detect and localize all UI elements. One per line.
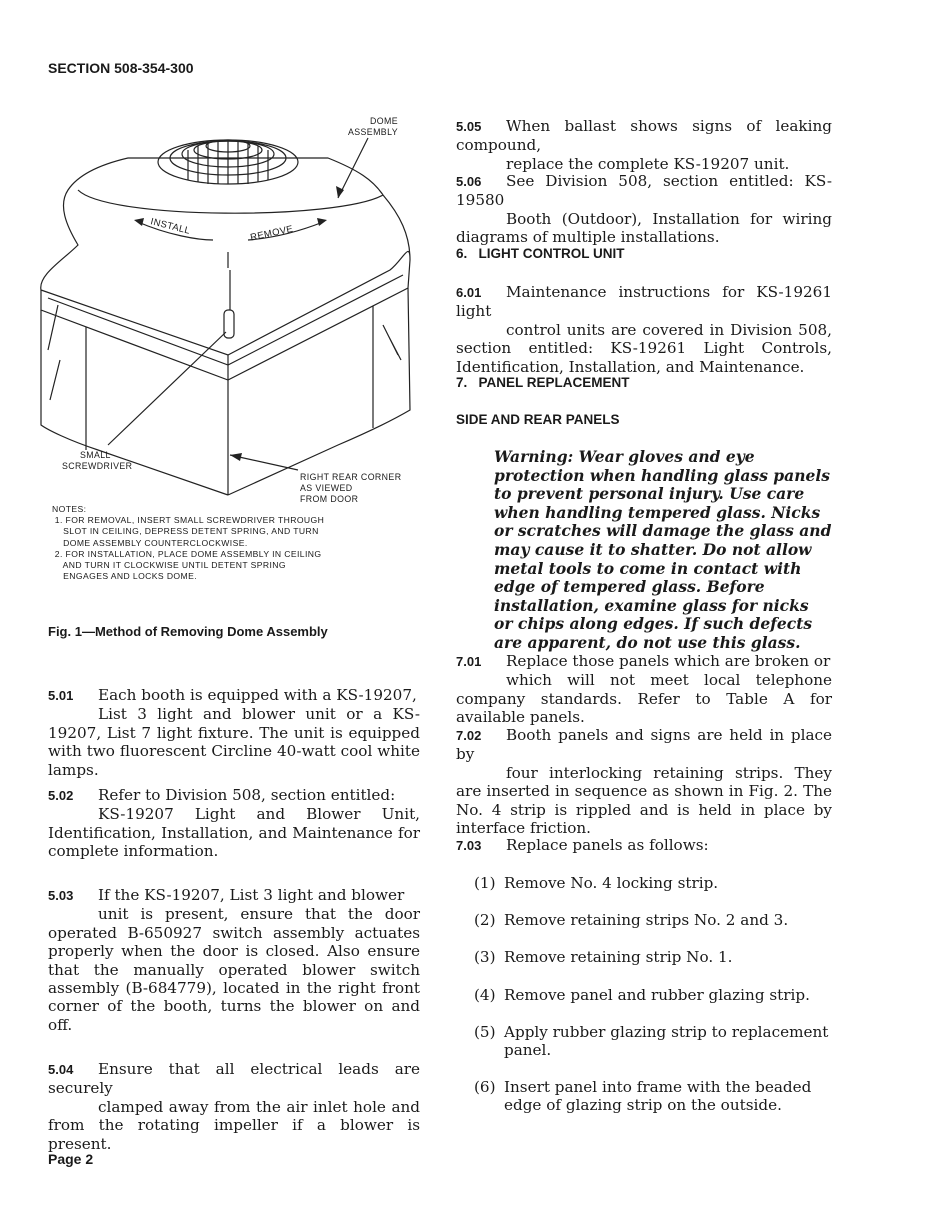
figure-label-corner-line2: AS VIEWED [300, 483, 353, 493]
paragraph-text: KS-19207 Light and Blower Unit, Identification, Installation, and Maintenance for complete information. [48, 805, 420, 861]
step-text: Remove No. 4 locking strip. [504, 874, 719, 892]
paragraph-first-line: When ballast shows signs of leaking compound, [456, 117, 832, 155]
warning-block: Warning: Wear gloves and eye protection when handling glass panels to prevent personal injury. Use care when handling tempered glass. Nicks or scratches will damage the glass and may cause it to shatter. Do not allow metal tools to come in contact with edge of tempered glass. Before installation, examine glass for nicks or chips along edges. If such defects are apparent, do not use this glass. [494, 447, 832, 652]
paragraph-number: 5.04 [48, 1062, 74, 1077]
paragraph-first-line: Replace panels as follows: [506, 836, 709, 854]
paragraph-7-02 [456, 726, 832, 837]
paragraph-5-04 [48, 1060, 420, 1153]
note-line: 1. FOR REMOVAL, INSERT SMALL SCREWDRIVER THROUGH [52, 515, 325, 526]
note-line: AND TURN IT CLOCKWISE UNTIL DETENT SPRING [52, 560, 286, 571]
paragraph-5-06 [456, 172, 832, 247]
step-number: (2) [474, 911, 496, 929]
figure-label-dome-line2: ASSEMBLY [348, 127, 398, 137]
step-number: (1) [474, 874, 496, 892]
paragraph-number: 5.02 [48, 788, 74, 803]
paragraph-first-line: Replace those panels which are broken or [506, 652, 831, 670]
figure-label-remove: REMOVE [249, 223, 295, 244]
step-text: Remove retaining strip No. 1. [504, 948, 733, 966]
section-header: SECTION 508-354-300 [48, 60, 194, 76]
paragraph-text: unit is present, ensure that the door operated B-650927 switch assembly actuates properly when the door is closed. Also ensure that the manually operated blower switch assembly (B-684779), located in the right front corner of the booth, turns the blower on and off. [48, 905, 420, 1034]
paragraph-5-01 [48, 686, 420, 779]
step-3 [474, 948, 834, 966]
step-text: Remove retaining strips No. 2 and 3. [504, 911, 789, 929]
paragraph-7-03 [456, 836, 832, 855]
paragraph-number: 5.05 [456, 119, 482, 134]
figure-label-dome [348, 116, 398, 138]
note-line: NOTES: [52, 504, 87, 514]
step-text: Apply rubber glazing strip to replacement panel. [504, 1023, 829, 1060]
figure-label-corner-line3: FROM DOOR [300, 494, 359, 504]
step-text: Remove panel and rubber glazing strip. [504, 986, 810, 1004]
paragraph-number: 5.01 [48, 688, 74, 703]
paragraph-number: 6.01 [456, 285, 482, 300]
paragraph-text: List 3 light and blower unit or a KS-19207, List 7 light fixture. The unit is equipped with two fluorescent Circline 40-watt cool white lamps. [48, 705, 420, 779]
paragraph-number: 5.06 [456, 174, 482, 189]
paragraph-number: 7.03 [456, 838, 482, 853]
paragraph-text: clamped away from the air inlet hole and from the rotating impeller if a blower is present. [48, 1097, 420, 1153]
figure-label-small-line2: SCREWDRIVER [62, 461, 133, 471]
figure-label-install: INSTALL [149, 216, 192, 237]
step-2 [474, 911, 834, 929]
step-number: (5) [474, 1023, 496, 1041]
dome-assembly-figure [38, 110, 418, 502]
paragraph-first-line: See Division 508, section entitled: KS-19580 [456, 172, 832, 210]
paragraph-first-line: If the KS-19207, List 3 light and blower [98, 886, 405, 904]
note-line: 2. FOR INSTALLATION, PLACE DOME ASSEMBLY IN CEILING [52, 548, 322, 559]
heading-light-control-unit: 6. LIGHT CONTROL UNIT [456, 246, 625, 261]
note-line: DOME ASSEMBLY COUNTERCLOCKWISE. [52, 537, 248, 548]
figure-label-small-screwdriver [62, 450, 132, 472]
paragraph-first-line: Each booth is equipped with a KS-19207, [98, 686, 417, 704]
paragraph-text: replace the complete KS-19207 unit. [506, 154, 790, 173]
figure-label-small-line1: SMALL [80, 450, 111, 460]
heading-panel-replacement: 7. PANEL REPLACEMENT [456, 375, 630, 390]
paragraph-first-line: Refer to Division 508, section entitled: [98, 786, 396, 804]
step-text: Insert panel into frame with the beaded edge of glazing strip on the outside. [504, 1078, 812, 1115]
figure-label-corner [300, 472, 401, 505]
heading-side-and-rear-panels: SIDE AND REAR PANELS [456, 412, 620, 427]
paragraph-first-line: Ensure that all electrical leads are securely [48, 1060, 420, 1098]
figure-caption: Fig. 1—Method of Removing Dome Assembly [48, 624, 328, 639]
paragraph-number: 5.03 [48, 888, 74, 903]
step-4 [474, 986, 834, 1004]
paragraph-text: Booth (Outdoor), Installation for wiring diagrams of multiple installations. [456, 209, 832, 247]
note-line: ENGAGES AND LOCKS DOME. [52, 571, 197, 582]
paragraph-first-line: Maintenance instructions for KS-19261 light [456, 283, 832, 321]
paragraph-6-01 [456, 283, 832, 376]
note-line: SLOT IN CEILING, DEPRESS DETENT SPRING, AND TURN [52, 526, 319, 537]
page-number: Page 2 [48, 1151, 94, 1167]
step-number: (3) [474, 948, 496, 966]
paragraph-5-03 [48, 886, 420, 1034]
paragraph-5-02 [48, 786, 420, 861]
paragraph-5-05 [456, 117, 832, 173]
step-number: (6) [474, 1078, 496, 1096]
paragraph-number: 7.02 [456, 728, 482, 743]
step-6 [474, 1078, 834, 1115]
figure-notes [52, 504, 324, 582]
paragraph-7-01 [456, 652, 832, 727]
step-5 [474, 1023, 834, 1060]
paragraph-first-line: Booth panels and signs are held in place by [456, 726, 832, 764]
step-1 [474, 874, 834, 892]
step-number: (4) [474, 986, 496, 1004]
paragraph-text: four interlocking retaining strips. They are inserted in sequence as shown in Fig. 2. The No. 4 strip is rippled and is held in place by interface friction. [456, 763, 832, 838]
figure-label-corner-line1: RIGHT REAR CORNER [300, 472, 402, 482]
paragraph-text: which will not meet local telephone company standards. Refer to Table A for available panels. [456, 671, 832, 727]
paragraph-number: 7.01 [456, 654, 482, 669]
figure-label-dome-line1: DOME [369, 116, 398, 126]
paragraph-text: control units are covered in Division 508, section entitled: KS-19261 Light Controls, Identification, Installation, and Maintenance. [456, 320, 832, 376]
